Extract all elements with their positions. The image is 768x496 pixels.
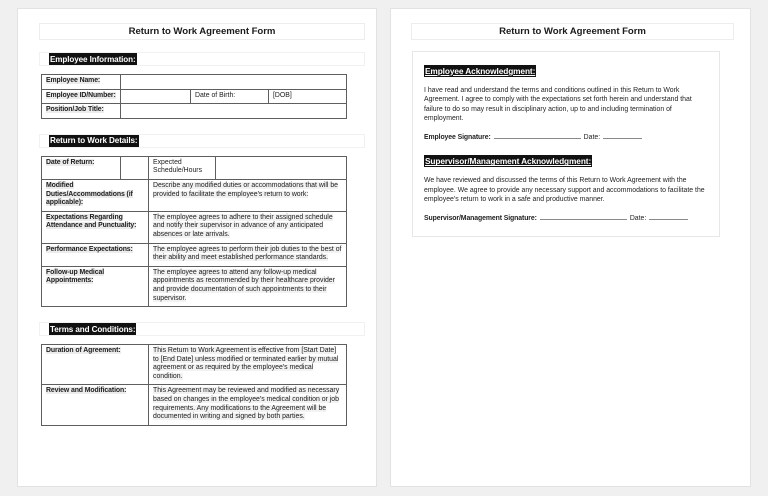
- acknowledgment-heading: Supervisor/Management Acknowledgment:: [425, 156, 592, 167]
- cell-duration-of-agreement-label: [42, 345, 149, 385]
- cell-position-title-value[interactable]: [121, 104, 347, 119]
- table-row: [42, 385, 347, 425]
- cell-text: Expectations Regarding Attendance and Punctuality:: [46, 213, 137, 230]
- employee-signature-line: [424, 133, 709, 142]
- cell-text: This Agreement may be reviewed and modified as necessary based on changes in the employee's medical condition or job requirements. Any modifications to the Agreement will be documented in writing and signed by both parties.: [153, 387, 340, 421]
- terms-and-conditions-table: [41, 344, 347, 426]
- section-header-label: Return to Work Details:: [50, 136, 138, 146]
- cell-text: Employee Name:: [46, 77, 101, 84]
- cell-expected-schedule-value[interactable]: [216, 156, 347, 179]
- cell-text: Describe any modified duties or accommodations that will be provided to facilitate the employee's return to work:: [153, 181, 338, 198]
- return-to-work-details-table: [41, 156, 347, 307]
- cell-text: Employee ID/Number:: [46, 91, 116, 99]
- table-row: [42, 179, 347, 211]
- cell-employee-name-label: [42, 75, 121, 90]
- cell-text: Performance Expectations:: [46, 245, 133, 253]
- page-title: Return to Work Agreement Form: [411, 23, 734, 40]
- table-row: [42, 345, 347, 385]
- cell-expected-schedule-label: [149, 156, 216, 179]
- cell-attendance-expectations-label: [42, 211, 149, 243]
- table-row: [42, 104, 347, 119]
- cell-review-modification-text: [149, 385, 347, 425]
- cell-date-of-birth-value[interactable]: [269, 89, 347, 104]
- cell-position-title-label: [42, 104, 121, 119]
- cell-text: [DOB]: [273, 91, 292, 99]
- acknowledgment-paragraph: We have reviewed and discussed the terms of this Return to Work Agreement with the employee. We agree to provide any necessary support and accommodations to facilitate the employee's return to work in a safe and productive manner.: [424, 177, 705, 204]
- supervisor-signature-line: [424, 214, 709, 223]
- cell-attendance-expectations-text: [149, 211, 347, 243]
- date-label: Date:: [629, 215, 647, 223]
- signature-field[interactable]: [494, 138, 581, 139]
- cell-text: The employee agrees to perform their job duties to the best of their ability and meet established performance standards.: [153, 245, 342, 262]
- employee-information-table: [41, 74, 347, 119]
- table-row: [42, 156, 347, 179]
- acknowledgment-paragraph: I have read and understand the terms and conditions outlined in this Return to Work Agreement. I agree to comply with the expectations set forth herein and understand that failure to do so may result in disciplinary action, up to and including termination of employment.: [424, 87, 692, 122]
- cell-followup-medical-text: [149, 266, 347, 306]
- section-header-employee-information: [39, 52, 365, 66]
- cell-employee-id-label: [42, 89, 121, 104]
- acknowledgments-box: [412, 51, 720, 237]
- cell-text: Expected Schedule/Hours: [153, 158, 203, 175]
- date-field[interactable]: [649, 219, 688, 220]
- page-title: Return to Work Agreement Form: [39, 23, 365, 40]
- cell-employee-name-value[interactable]: [121, 75, 347, 90]
- cell-text: Modified Duties/Accommodations (if applicable):: [46, 181, 133, 207]
- table-row: [42, 89, 347, 104]
- cell-text: Review and Modification:: [46, 387, 127, 395]
- cell-text: Date of Birth:: [195, 91, 236, 99]
- cell-text: The employee agrees to attend any follow-up medical appointments as recommended by their healthcare provider and provide documentation of such appointments to their supervisor.: [153, 268, 335, 302]
- section-header-label: Terms and Conditions:: [50, 324, 136, 334]
- cell-date-of-return-value[interactable]: [121, 156, 149, 179]
- employee-acknowledgment-section: [424, 61, 709, 142]
- cell-text: The employee agrees to adhere to their assigned schedule and notify their supervisor in advance of any anticipated absences or late arrivals.: [153, 213, 333, 238]
- section-header-label: Employee Information:: [50, 54, 136, 64]
- signature-label: Supervisor/Management Signature:: [424, 215, 537, 223]
- cell-modified-duties-label: [42, 179, 149, 211]
- cell-followup-medical-label: [42, 266, 149, 306]
- cell-review-modification-label: [42, 385, 149, 425]
- document-page-2: [390, 8, 751, 487]
- cell-modified-duties-text: [149, 179, 347, 211]
- table-row: [42, 75, 347, 90]
- date-field[interactable]: [603, 138, 642, 139]
- signature-label: Employee Signature:: [424, 134, 491, 142]
- table-row: [42, 243, 347, 266]
- cell-date-of-birth-label: [191, 89, 269, 104]
- date-label: Date:: [583, 134, 601, 142]
- cell-text: Date of Return:: [46, 158, 95, 166]
- cell-text: This Return to Work Agreement is effective from [Start Date] to [End Date] unless modified or terminated earlier by mutual agreement or as required by the employee's medical condition.: [153, 347, 339, 380]
- acknowledgment-heading: Employee Acknowledgment:: [425, 66, 536, 76]
- cell-performance-expectations-text: [149, 243, 347, 266]
- section-header-return-to-work-details: [39, 134, 365, 148]
- cell-performance-expectations-label: [42, 243, 149, 266]
- cell-duration-of-agreement-text: [149, 345, 347, 385]
- supervisor-acknowledgment-section: [424, 151, 709, 223]
- cell-text: Follow-up Medical Appointments:: [46, 268, 105, 285]
- cell-date-of-return-label: [42, 156, 121, 179]
- cell-text: Position/Job Title:: [46, 106, 104, 114]
- section-header-terms-and-conditions: [39, 322, 365, 336]
- cell-text: Duration of Agreement:: [46, 347, 121, 355]
- table-row: [42, 266, 347, 306]
- cell-employee-id-value[interactable]: [121, 89, 191, 104]
- table-row: [42, 211, 347, 243]
- document-page-1: [17, 8, 377, 487]
- signature-field[interactable]: [540, 219, 627, 220]
